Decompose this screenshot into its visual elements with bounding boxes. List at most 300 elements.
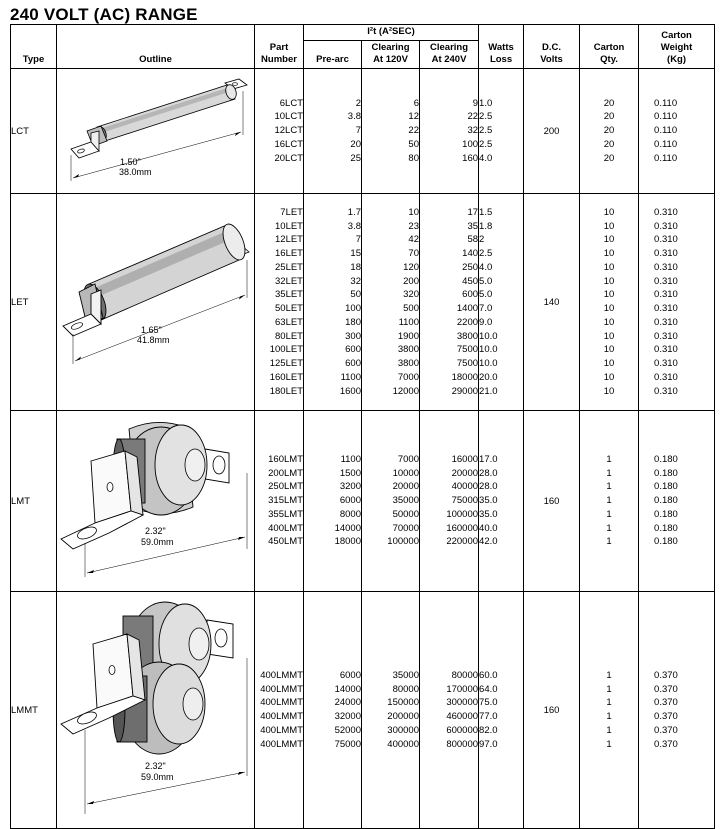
- table-cell: 220000: [446, 536, 479, 548]
- table-cell: 7LET: [280, 206, 303, 218]
- table-cell: 250: [462, 261, 479, 273]
- table-cell: 400000: [387, 738, 419, 750]
- pre-arc-col: [304, 411, 362, 592]
- table-cell: 1: [606, 738, 612, 750]
- table-cell: 64.0: [479, 683, 498, 695]
- table-cell: 12000: [392, 385, 419, 397]
- table-cell: 7500: [456, 358, 479, 369]
- carton-qty-col: [580, 194, 639, 411]
- pre-arc-col: [304, 592, 362, 829]
- table-cell: 77.0: [479, 711, 498, 722]
- table-cell: 15: [350, 248, 361, 259]
- header-weight-label: Weight: [660, 42, 693, 53]
- table-cell: 0.310: [654, 248, 678, 259]
- table-cell: 170000: [446, 683, 479, 695]
- clearing-120-col: [362, 194, 420, 411]
- table-cell: 0.310: [654, 303, 678, 314]
- table-cell: 0.370: [654, 724, 678, 736]
- part-number-col: [255, 592, 304, 829]
- table-cell: 10: [408, 206, 419, 218]
- table-cell: 400LMMT: [260, 697, 303, 709]
- table-cell: 20: [350, 138, 361, 150]
- table-cell: 300000: [387, 724, 419, 736]
- table-cell: 100: [345, 303, 361, 314]
- table-cell: 100000: [387, 536, 419, 548]
- table-cell: 1600: [339, 385, 361, 397]
- table-cell: 0.180: [654, 453, 678, 465]
- type-cell: LCT: [11, 69, 57, 194]
- outline-lmmt: [57, 592, 255, 829]
- table-cell: 300: [345, 330, 361, 342]
- type-cell: LMMT: [11, 592, 57, 829]
- group-row-lmt: [11, 411, 715, 592]
- table-cell: 140: [462, 248, 479, 259]
- lmmt-dimension-mm: 59.0mm: [141, 772, 174, 782]
- table-cell: 200: [403, 275, 419, 287]
- table-cell: 10: [603, 344, 615, 356]
- dc-volts-cell: 200: [524, 69, 580, 194]
- table-cell: 16LET: [275, 248, 303, 259]
- group-row-lct: [11, 69, 715, 194]
- clearing-120-col: [362, 411, 420, 592]
- outline-lmt: [57, 411, 255, 592]
- table-cell: 400LMMT: [260, 724, 303, 736]
- table-cell: 40.0: [479, 522, 498, 534]
- table-cell: 0.180: [654, 481, 678, 493]
- clearing-120-col: [362, 592, 420, 829]
- table-cell: 50000: [392, 508, 419, 520]
- outline-lct: [57, 69, 255, 194]
- table-cell: 125LET: [269, 358, 303, 369]
- table-cell: 23: [408, 220, 419, 232]
- table-cell: 10: [603, 261, 615, 273]
- table-cell: 400LMMT: [260, 711, 303, 722]
- table-cell: 6000: [339, 495, 361, 507]
- table-cell: 150000: [387, 697, 419, 709]
- table-cell: 22: [467, 111, 479, 123]
- carton-weight-col: [639, 69, 715, 194]
- table-cell: 18: [350, 261, 361, 273]
- table-cell: 7: [355, 234, 361, 246]
- table-cell: 1100: [340, 371, 361, 383]
- header-watts-loss: [479, 25, 524, 69]
- table-cell: 50LET: [275, 303, 303, 314]
- table-cell: 315LMT: [268, 495, 303, 507]
- pre-arc-col: [304, 194, 362, 411]
- table-cell: 10: [603, 248, 615, 259]
- table-cell: 80000: [392, 683, 419, 695]
- watts-loss-col: [479, 411, 524, 592]
- table-cell: 16LCT: [274, 138, 303, 150]
- table-cell: 52000: [334, 724, 361, 736]
- table-cell: 600: [345, 358, 361, 369]
- table-cell: 1.0: [479, 97, 493, 109]
- carton-qty-col: [580, 592, 639, 829]
- clearing-240-col: [420, 592, 479, 829]
- table-cell: 6000: [339, 669, 361, 681]
- table-cell: 35000: [392, 495, 419, 507]
- table-cell: 10.0: [479, 330, 498, 342]
- watts-loss-col: [479, 592, 524, 829]
- carton-qty-col: [580, 411, 639, 592]
- let-dimension-mm: 41.8mm: [137, 335, 170, 345]
- table-cell: 0.310: [654, 275, 678, 287]
- table-cell: 10: [603, 303, 615, 314]
- table-cell: 200LMT: [268, 467, 303, 479]
- table-cell: 0.310: [654, 344, 678, 356]
- watts-loss-col: [479, 69, 524, 194]
- table-cell: 1: [606, 453, 612, 465]
- table-cell: 6LCT: [279, 97, 303, 109]
- table-cell: 10: [603, 275, 615, 287]
- table-cell: 600000: [446, 724, 479, 736]
- part-number-col: [255, 69, 304, 194]
- table-cell: 460000: [446, 711, 479, 722]
- outline-let: [57, 194, 255, 411]
- table-cell: 70: [408, 248, 419, 259]
- table-cell: 10: [603, 330, 615, 342]
- part-number-col: [255, 411, 304, 592]
- table-cell: 32LET: [275, 275, 303, 287]
- header-it-group: I²t (A²SEC): [304, 25, 479, 41]
- table-cell: 12LET: [275, 234, 303, 246]
- table-cell: 16000: [451, 453, 479, 465]
- table-cell: 4.0: [479, 152, 493, 164]
- header-carton-qty: [580, 25, 639, 69]
- part-number-col: [255, 194, 304, 411]
- table-cell: 80000: [451, 669, 479, 681]
- table-cell: 1400: [456, 303, 479, 314]
- table-cell: 35000: [392, 669, 419, 681]
- table-cell: 600: [462, 289, 479, 301]
- table-cell: 1: [606, 522, 612, 534]
- header-watts-label: Watts: [488, 42, 514, 53]
- table-cell: 3.8: [347, 111, 361, 123]
- table-cell: 2.5: [479, 248, 493, 259]
- table-cell: 28.0: [479, 467, 498, 479]
- table-cell: 35LET: [275, 289, 303, 301]
- table-cell: 250LMT: [268, 481, 303, 493]
- table-cell: 10000: [392, 467, 419, 479]
- table-cell: 1: [606, 711, 612, 722]
- table-cell: 5.0: [479, 289, 493, 301]
- table-cell: 0.310: [654, 371, 678, 383]
- table-cell: 12LCT: [274, 125, 303, 137]
- table-cell: 1.7: [347, 206, 361, 218]
- table-cell: 3800: [397, 344, 419, 356]
- table-cell: 2.5: [479, 125, 493, 137]
- lmt-dimension-in: 2.32": [145, 526, 166, 536]
- table-cell: 2.5: [479, 138, 493, 150]
- table-cell: 10: [603, 371, 615, 383]
- table-cell: 10LET: [275, 220, 303, 232]
- table-cell: 10.0: [479, 344, 498, 356]
- table-cell: 300000: [446, 697, 479, 709]
- table-cell: 1100: [398, 316, 419, 328]
- clearing-120-col: [362, 69, 420, 194]
- table-cell: 0.370: [654, 711, 678, 722]
- table-cell: 4.0: [479, 261, 493, 273]
- table-cell: 7.0: [479, 303, 493, 314]
- table-cell: 1: [606, 495, 612, 507]
- group-row-let: [11, 194, 715, 411]
- table-cell: 17.0: [479, 453, 498, 465]
- table-cell: 0.110: [654, 111, 678, 123]
- table-cell: 50: [350, 289, 361, 301]
- table-cell: 58: [467, 234, 479, 246]
- lmt-fuse-drawing: [57, 411, 255, 591]
- table-cell: 0.180: [654, 508, 678, 520]
- table-cell: 32000: [334, 711, 361, 722]
- header-outline: Outline: [57, 25, 255, 69]
- header-loss-label: Loss: [489, 54, 513, 65]
- header-clearing-label: Clearing: [430, 42, 469, 53]
- clearing-240-col: [420, 69, 479, 194]
- table-cell: 1: [606, 724, 612, 736]
- fuse-spec-table: [10, 24, 715, 829]
- table-cell: 29000: [451, 385, 479, 397]
- table-cell: 25LET: [275, 261, 303, 273]
- table-cell: 21.0: [479, 385, 498, 397]
- table-cell: 400LMMT: [260, 738, 303, 750]
- table-cell: 10: [603, 358, 615, 369]
- table-cell: 22: [408, 125, 419, 137]
- table-cell: 0.180: [654, 536, 678, 548]
- table-cell: 0.110: [654, 97, 678, 109]
- table-cell: 0.310: [654, 206, 678, 218]
- table-cell: 0.370: [654, 697, 678, 709]
- table-cell: 82.0: [479, 724, 498, 736]
- pre-arc-col: [304, 69, 362, 194]
- let-fuse-drawing: [57, 194, 255, 410]
- table-cell: 20000: [451, 467, 479, 479]
- page-title: 240 VOLT (AC) RANGE: [10, 5, 198, 24]
- table-cell: 0.310: [654, 220, 678, 232]
- table-cell: 5.0: [479, 275, 493, 287]
- header-carton-weight: [639, 25, 715, 69]
- header-pre-arc: Pre-arc: [304, 41, 362, 69]
- table-cell: 8000: [339, 508, 361, 520]
- let-dimension-in: 1.65": [141, 325, 162, 335]
- header-at120-label: At 120V: [373, 54, 408, 65]
- table-cell: 80LET: [275, 330, 303, 342]
- table-cell: 18000: [451, 371, 479, 383]
- table-cell: 3200: [339, 481, 361, 493]
- table-cell: 0.310: [654, 289, 678, 301]
- carton-weight-col: [639, 411, 715, 592]
- dc-volts-cell: 140: [524, 194, 580, 411]
- table-cell: 0.310: [654, 358, 678, 369]
- table-cell: 2200: [456, 316, 479, 328]
- table-cell: 20: [603, 152, 615, 164]
- lct-dimension-in: 1.50": [120, 157, 141, 167]
- clearing-240-col: [420, 194, 479, 411]
- table-cell: 10: [603, 316, 615, 328]
- table-cell: 20.0: [479, 371, 498, 383]
- table-cell: 0.370: [654, 738, 678, 750]
- table-cell: 35.0: [479, 508, 498, 520]
- table-cell: 200000: [387, 711, 419, 722]
- table-cell: 25: [350, 152, 361, 164]
- table-cell: 0.310: [654, 330, 678, 342]
- table-cell: 35.0: [479, 495, 498, 507]
- table-cell: 20: [603, 138, 615, 150]
- table-cell: 180LET: [269, 385, 303, 397]
- table-cell: 9: [472, 97, 479, 109]
- table-cell: 1: [606, 536, 612, 548]
- lmmt-dimension-in: 2.32": [145, 761, 166, 771]
- table-cell: 1: [606, 467, 612, 479]
- table-cell: 10: [603, 385, 615, 397]
- table-cell: 10: [603, 234, 615, 246]
- table-cell: 0.310: [654, 385, 678, 397]
- table-cell: 20: [603, 111, 615, 123]
- table-cell: 10: [603, 289, 615, 301]
- table-cell: 0.310: [654, 261, 678, 273]
- table-cell: 3800: [397, 358, 419, 369]
- header-volts-label: Volts: [540, 54, 563, 65]
- table-cell: 600: [345, 344, 361, 356]
- dc-volts-cell: 160: [524, 592, 580, 829]
- table-cell: 6: [413, 97, 419, 109]
- table-cell: 63LET: [275, 316, 303, 328]
- table-cell: 100: [462, 138, 479, 150]
- group-row-lmmt: [11, 592, 715, 829]
- table-cell: 0.110: [654, 138, 678, 150]
- table-cell: 7500: [456, 344, 479, 356]
- table-cell: 0.180: [654, 495, 678, 507]
- table-cell: 42: [408, 234, 419, 246]
- dc-volts-cell: 160: [524, 411, 580, 592]
- table-cell: 3800: [456, 330, 479, 342]
- table-cell: 10: [603, 206, 615, 218]
- table-cell: 7000: [397, 453, 419, 465]
- table-cell: 97.0: [479, 738, 498, 750]
- table-cell: 1: [606, 669, 612, 681]
- table-cell: 450: [462, 275, 479, 287]
- header-carton-w-label: Carton: [661, 30, 692, 41]
- header-carton-label: Carton: [593, 42, 625, 53]
- table-cell: 0.110: [654, 125, 678, 137]
- table-cell: 1.8: [479, 220, 493, 232]
- table-cell: 2: [355, 97, 361, 109]
- table-cell: 1.5: [479, 206, 493, 218]
- header-qty-label: Qty.: [600, 54, 618, 65]
- table-cell: 7: [355, 125, 361, 137]
- table-cell: 400LMT: [268, 522, 303, 534]
- table-cell: 160LET: [269, 371, 303, 383]
- header-clearing-120: [362, 41, 420, 69]
- type-cell: LMT: [11, 411, 57, 592]
- table-cell: 355LMT: [268, 508, 303, 520]
- table-cell: 160000: [446, 522, 479, 534]
- table-cell: 400LMMT: [260, 683, 303, 695]
- table-cell: 70000: [392, 522, 419, 534]
- lct-dimension-mm: 38.0mm: [119, 167, 152, 177]
- table-cell: 35: [467, 220, 479, 232]
- table-cell: 1: [606, 683, 612, 695]
- table-cell: 20LCT: [274, 152, 303, 164]
- header-number-label: Number: [261, 54, 297, 65]
- table-cell: 0.370: [654, 683, 678, 695]
- lmt-dimension-mm: 59.0mm: [141, 537, 174, 547]
- table-cell: 400LMMT: [260, 669, 303, 681]
- table-cell: 1: [606, 481, 612, 493]
- table-cell: 42.0: [479, 536, 498, 548]
- table-cell: 100000: [446, 508, 479, 520]
- table-cell: 0.310: [654, 316, 678, 328]
- type-cell: LET: [11, 194, 57, 411]
- table-cell: 1500: [339, 467, 361, 479]
- watts-loss-col: [479, 194, 524, 411]
- table-cell: 800000: [446, 738, 479, 750]
- table-cell: 0.180: [654, 522, 678, 534]
- table-cell: 20: [603, 97, 615, 109]
- table-cell: 2: [479, 234, 485, 246]
- carton-weight-col: [639, 194, 715, 411]
- table-cell: 160LMT: [268, 453, 303, 465]
- table-cell: 20: [603, 125, 615, 137]
- header-part-label: Part: [269, 42, 289, 53]
- table-cell: 50: [408, 138, 419, 150]
- table-cell: 10: [603, 220, 615, 232]
- table-cell: 17: [467, 206, 479, 218]
- header-dc-volts: [524, 25, 580, 69]
- table-cell: 1: [606, 697, 612, 709]
- table-cell: 24000: [334, 697, 361, 709]
- table-cell: 0.110: [654, 152, 678, 164]
- table-cell: 450LMT: [268, 536, 303, 548]
- carton-qty-col: [580, 69, 639, 194]
- table-cell: 1: [606, 508, 612, 520]
- table-cell: 10.0: [479, 358, 498, 369]
- table-cell: 2.5: [479, 111, 493, 123]
- header-clearing-240: [420, 41, 479, 69]
- header-dc-label: D.C.: [542, 42, 562, 53]
- table-cell: 20000: [392, 481, 419, 493]
- carton-weight-col: [639, 592, 715, 829]
- header-type: Type: [11, 25, 57, 69]
- header-part-number: [255, 25, 304, 69]
- table-cell: 60.0: [479, 669, 498, 681]
- table-cell: 32: [350, 275, 361, 287]
- table-cell: 0.310: [654, 234, 678, 246]
- table-cell: 160: [462, 152, 479, 164]
- table-cell: 180: [345, 316, 361, 328]
- lct-fuse-drawing: [57, 69, 255, 193]
- table-cell: 120: [403, 261, 419, 273]
- table-cell: 1100: [340, 453, 361, 465]
- table-cell: 75000: [334, 738, 361, 750]
- table-cell: 3.8: [347, 220, 361, 232]
- table-cell: 75.0: [479, 697, 498, 709]
- table-cell: 7000: [397, 371, 419, 383]
- table-cell: 320: [403, 289, 419, 301]
- table-cell: 500: [403, 303, 419, 314]
- clearing-240-col: [420, 411, 479, 592]
- table-cell: 32: [467, 125, 479, 137]
- table-cell: 9.0: [479, 316, 493, 328]
- table-cell: 18000: [334, 536, 361, 548]
- table-cell: 14000: [334, 522, 361, 534]
- header-kg-label: (Kg): [667, 54, 687, 65]
- table-cell: 0.180: [654, 467, 678, 479]
- table-cell: 1900: [397, 330, 419, 342]
- table-cell: 100LET: [269, 344, 303, 356]
- lmmt-fuse-drawing: [57, 592, 255, 828]
- table-cell: 0.370: [654, 669, 678, 681]
- header-at240-label: At 240V: [431, 54, 467, 65]
